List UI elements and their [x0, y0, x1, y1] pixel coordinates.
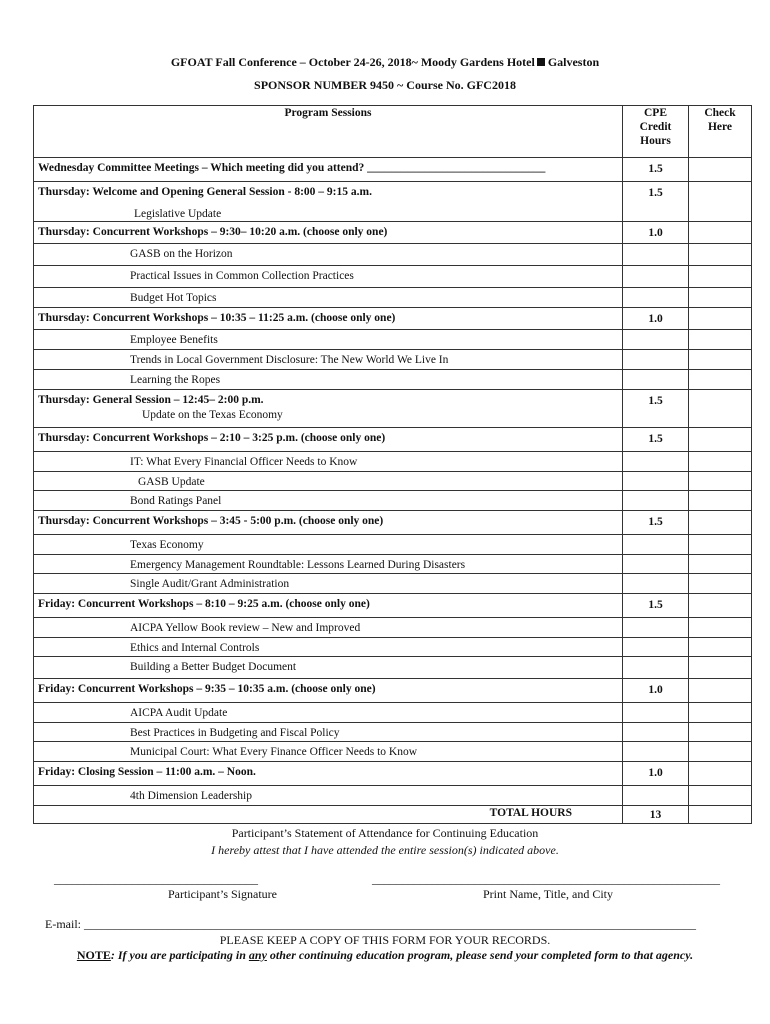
- cpe-hours: 1.0: [623, 308, 689, 330]
- check-box: [689, 594, 752, 618]
- cpe-hours: 1.5: [623, 594, 689, 618]
- option-row: [34, 350, 752, 370]
- session-label: Thursday: Welcome and Opening General Session - 8:00 – 9:15 a.m. Legislative Update: [34, 182, 623, 222]
- session-label: Thursday: Concurrent Workshops – 9:30– 10:20 a.m. (choose only one): [34, 222, 623, 244]
- option-label: Ethics and Internal Controls: [34, 638, 623, 657]
- sessions-table: [33, 105, 752, 824]
- check-box[interactable]: [689, 330, 752, 350]
- check-box[interactable]: [689, 657, 752, 679]
- form-title: GFOAT Fall Conference – October 24-26, 2018~ Moody Gardens Hotel Galveston: [170, 55, 600, 69]
- option-row: [34, 452, 752, 472]
- cpe-hours: 1.0: [623, 222, 689, 244]
- total-row: [34, 806, 752, 824]
- option-row: [34, 638, 752, 657]
- check-box[interactable]: [689, 370, 752, 390]
- option-row: [34, 574, 752, 594]
- option-label: Learning the Ropes: [34, 370, 623, 390]
- col-sessions-header: Program Sessions: [34, 106, 623, 158]
- email-line: ______________________________________________________________________________________________________: [84, 917, 696, 931]
- option-row: [34, 491, 752, 511]
- table-header: [34, 106, 752, 158]
- option-label: AICPA Audit Update: [34, 703, 623, 723]
- option-label: Bond Ratings Panel: [34, 491, 623, 511]
- option-label: Budget Hot Topics: [34, 288, 623, 308]
- option-label: Texas Economy: [34, 535, 623, 555]
- option-row: [34, 535, 752, 555]
- email-field[interactable]: [45, 917, 696, 932]
- attendance-statement: Participant’s Statement of Attendance for Continuing Education: [231, 826, 539, 840]
- check-box[interactable]: [689, 574, 752, 594]
- check-box[interactable]: [689, 786, 752, 806]
- check-box[interactable]: [689, 703, 752, 723]
- check-box[interactable]: [689, 535, 752, 555]
- cpe-hours: 1.5: [623, 390, 689, 428]
- check-box[interactable]: [689, 244, 752, 266]
- check-box[interactable]: [689, 742, 752, 762]
- check-box: [689, 679, 752, 703]
- session-row-thu-opening: [34, 182, 752, 222]
- check-box: [689, 428, 752, 452]
- cpe-hours: 1.0: [623, 762, 689, 786]
- option-row: [34, 657, 752, 679]
- name-line[interactable]: __________________________________________________________: [372, 872, 720, 886]
- option-label: IT: What Every Financial Officer Needs to Know: [34, 452, 623, 472]
- session-label: Thursday: General Session – 12:45– 2:00 p.m. Update on the Texas Economy: [34, 390, 623, 428]
- check-box: [689, 762, 752, 786]
- note-line: NOTE: If you are participating in any other continuing education program, please send your completed form to that agency.: [76, 948, 694, 962]
- check-box[interactable]: [689, 555, 752, 574]
- session-label: Friday: Concurrent Workshops – 9:35 – 10:35 a.m. (choose only one): [34, 679, 623, 703]
- session-label: Thursday: Concurrent Workshops – 2:10 – 3:25 p.m. (choose only one): [34, 428, 623, 452]
- check-box: [689, 511, 752, 535]
- sponsor-line: SPONSOR NUMBER 9450 ~ Course No. GFC2018: [254, 78, 516, 92]
- option-label: Best Practices in Budgeting and Fiscal Policy: [34, 723, 623, 742]
- option-label: Emergency Management Roundtable: Lessons Learned During Disasters: [34, 555, 623, 574]
- session-subtitle: Legislative Update: [134, 208, 222, 220]
- check-box[interactable]: [689, 638, 752, 657]
- attest-statement: I hereby attest that I have attended the entire session(s) indicated above.: [211, 843, 559, 857]
- session-subtitle: Update on the Texas Economy: [142, 409, 283, 421]
- square-bullet-icon: [537, 58, 545, 66]
- cpe-hours: 1.0: [623, 679, 689, 703]
- session-row-thu-workshop-4: [34, 511, 752, 535]
- option-row: [34, 703, 752, 723]
- total-label: TOTAL HOURS: [34, 806, 623, 824]
- check-box[interactable]: [689, 390, 752, 428]
- session-label: Friday: Closing Session – 11:00 a.m. – Noon.: [34, 762, 623, 786]
- session-row-thu-workshop-2: [34, 308, 752, 330]
- session-row-thu-workshop-3: [34, 428, 752, 452]
- check-box[interactable]: [689, 618, 752, 638]
- session-row-fri-workshop-2: [34, 679, 752, 703]
- session-row-thu-workshop-1: [34, 222, 752, 244]
- option-row: [34, 555, 752, 574]
- session-row-fri-workshop-1: [34, 594, 752, 618]
- total-value: 13: [623, 806, 689, 824]
- session-label: Thursday: Concurrent Workshops – 10:35 – 11:25 a.m. (choose only one): [34, 308, 623, 330]
- option-row: [34, 244, 752, 266]
- option-row: [34, 330, 752, 350]
- option-row: [34, 723, 752, 742]
- option-row: [34, 288, 752, 308]
- cpe-hours: 1.5: [623, 511, 689, 535]
- option-label: AICPA Yellow Book review – New and Improved: [34, 618, 623, 638]
- option-row: [34, 370, 752, 390]
- check-box[interactable]: [689, 472, 752, 491]
- option-label: GASB on the Horizon: [34, 244, 623, 266]
- cpe-hours: 1.5: [623, 158, 689, 182]
- check-box: [689, 308, 752, 330]
- option-row: [34, 618, 752, 638]
- option-label: Practical Issues in Common Collection Practices: [34, 266, 623, 288]
- keep-copy-notice: PLEASE KEEP A COPY OF THIS FORM FOR YOUR RECORDS.: [219, 933, 551, 947]
- check-box[interactable]: [689, 158, 752, 182]
- option-row: [34, 472, 752, 491]
- option-row: [34, 742, 752, 762]
- cpe-hours: 1.5: [623, 182, 689, 222]
- session-row-wednesday: [34, 158, 752, 182]
- check-box[interactable]: [689, 723, 752, 742]
- col-cpe-header: CPE Credit Hours: [623, 106, 689, 158]
- check-box[interactable]: [689, 266, 752, 288]
- session-label: Friday: Concurrent Workshops – 8:10 – 9:25 a.m. (choose only one): [34, 594, 623, 618]
- session-label: Wednesday Committee Meetings – Which meeting did you attend? _______________________________: [34, 158, 623, 182]
- option-label: 4th Dimension Leadership: [34, 786, 623, 806]
- col-check-header: Check Here: [689, 106, 752, 158]
- cpe-hours: 1.5: [623, 428, 689, 452]
- signature-line[interactable]: __________________________________: [54, 872, 258, 886]
- option-label: Single Audit/Grant Administration: [34, 574, 623, 594]
- option-row: [34, 266, 752, 288]
- email-label: E-mail:: [45, 917, 81, 931]
- session-row-fri-closing: [34, 762, 752, 786]
- option-label: Employee Benefits: [34, 330, 623, 350]
- check-box[interactable]: [689, 182, 752, 222]
- option-label: Building a Better Budget Document: [34, 657, 623, 679]
- signature-label: Participant’s Signature: [168, 887, 277, 901]
- option-label: Municipal Court: What Every Finance Officer Needs to Know: [34, 742, 623, 762]
- session-row-thu-general: [34, 390, 752, 428]
- check-box[interactable]: [689, 350, 752, 370]
- check-box[interactable]: [689, 288, 752, 308]
- session-label: Thursday: Concurrent Workshops – 3:45 - 5:00 p.m. (choose only one): [34, 511, 623, 535]
- option-label: Trends in Local Government Disclosure: The New World We Live In: [34, 350, 623, 370]
- option-row: [34, 786, 752, 806]
- check-box[interactable]: [689, 452, 752, 472]
- option-label: GASB Update: [34, 472, 623, 491]
- check-box[interactable]: [689, 491, 752, 511]
- check-box: [689, 222, 752, 244]
- name-label: Print Name, Title, and City: [483, 887, 614, 901]
